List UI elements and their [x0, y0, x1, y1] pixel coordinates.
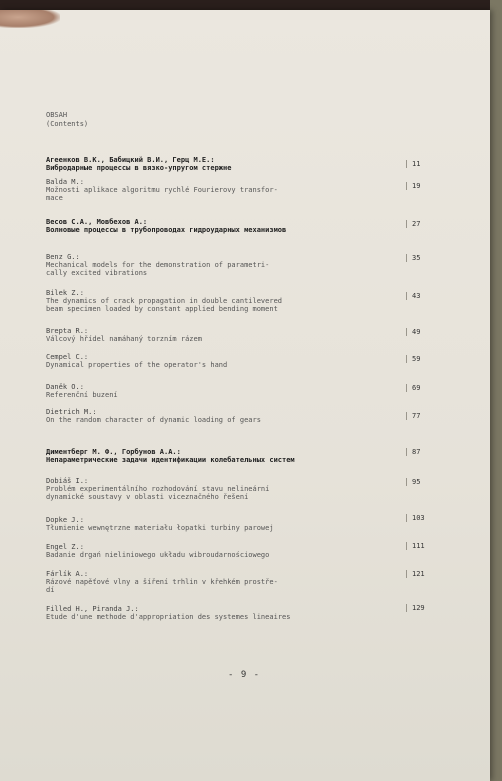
entry-page: 77	[406, 412, 440, 420]
entry-page: 49	[406, 328, 440, 336]
entry-title: Etude d'une methode d'appropriation des systemes lineaires	[46, 613, 291, 621]
entry-title: Непараметрические задачи идентификации колебательных систем	[46, 456, 295, 464]
entry-title: Válcový hřídel namáhaný torzním rázem	[46, 335, 202, 343]
finger-shadow	[0, 10, 60, 28]
entry-title: Rázové napěťové vlny a šíření trhlin v křehkém prostře- dí	[46, 578, 278, 594]
entry-authors: Daněk O.:	[46, 383, 84, 391]
entry-title: Badanie drgań nieliniowego układu wibroudarnościowego	[46, 551, 270, 559]
entry-title: Dynamical properties of the operator's hand	[46, 361, 228, 369]
entry-authors: Весов С.А., Мовбехов А.:	[46, 218, 148, 226]
page-number-footer: - 9 -	[228, 670, 261, 680]
entry-page: 35	[406, 254, 440, 262]
entry-page: 95	[406, 478, 440, 486]
toc-entry	[46, 178, 402, 202]
contents-heading	[46, 111, 88, 129]
entry-title: Referenční buzení	[46, 391, 118, 399]
entry-authors: Dobiáš I.:	[46, 477, 89, 485]
toc-entry	[46, 327, 402, 343]
entry-authors: Benz G.:	[46, 253, 80, 261]
toc-entry	[46, 156, 402, 172]
entry-page: 103	[406, 514, 440, 522]
entry-page: 59	[406, 355, 440, 363]
entry-authors: Bilek Z.:	[46, 289, 84, 297]
contents-heading-line: (Contents)	[46, 120, 89, 128]
toc-entry	[46, 253, 402, 277]
entry-page: 43	[406, 292, 440, 300]
entry-authors: Dopke J.:	[46, 516, 84, 524]
toc-entry	[46, 353, 402, 369]
entry-title: On the random character of dynamic loading of gears	[46, 416, 261, 424]
entry-page: 69	[406, 384, 440, 392]
toc-entry	[46, 289, 402, 313]
toc-entry	[46, 516, 402, 532]
entry-title: Mechanical models for the demonstration of parametri- cally excited vibrations	[46, 261, 270, 277]
entry-authors: Engel Z.:	[46, 543, 84, 551]
document-page	[0, 10, 490, 781]
entry-page: 11	[406, 160, 440, 168]
entry-page: 111	[406, 542, 440, 550]
entry-authors: Balda M.:	[46, 178, 84, 186]
entry-page: 121	[406, 570, 440, 578]
entry-title: Волновые процессы в трубопроводах гидроударных механизмов	[46, 226, 287, 234]
entry-page: 129	[406, 604, 440, 612]
background-edge	[490, 0, 502, 781]
entry-authors: Агеенков В.К., Бабицкий В.И., Герц М.Е.:	[46, 156, 215, 164]
entry-page: 19	[406, 182, 440, 190]
toc-entry	[46, 570, 402, 594]
toc-entry	[46, 605, 402, 621]
entry-title: Problém experimentálního rozhodování stavu nelineární dynamické soustavy v oblasti viceznačného řešení	[46, 485, 270, 501]
entry-authors: Fárlík A.:	[46, 570, 89, 578]
entry-title: Tłumienie wewnętrzne materiału łopatki turbiny parowej	[46, 524, 274, 532]
entry-authors: Диментберг М. Ф., Горбунов А.А.:	[46, 448, 181, 456]
entry-authors: Cempel C.:	[46, 353, 89, 361]
toc-entry	[46, 218, 402, 234]
toc-entry	[46, 477, 402, 501]
toc-entry	[46, 448, 402, 464]
toc-entry	[46, 383, 402, 399]
entry-page: 87	[406, 448, 440, 456]
entry-authors: Dietrich M.:	[46, 408, 97, 416]
entry-title: Možnosti aplikace algoritmu rychlé Fourierovy transfor- mace	[46, 186, 278, 202]
entry-authors: Brepta R.:	[46, 327, 89, 335]
toc-entry	[46, 543, 402, 559]
entry-page: 27	[406, 220, 440, 228]
contents-heading-line: OBSAH	[46, 111, 68, 119]
entry-authors: Filled H., Piranda J.:	[46, 605, 139, 613]
entry-title: The dynamics of crack propagation in double cantilevered beam specimen loaded by constant applied bending moment	[46, 297, 283, 313]
toc-entry	[46, 408, 402, 424]
entry-title: Вибродарные процессы в вязко-упругом стержне	[46, 164, 232, 172]
